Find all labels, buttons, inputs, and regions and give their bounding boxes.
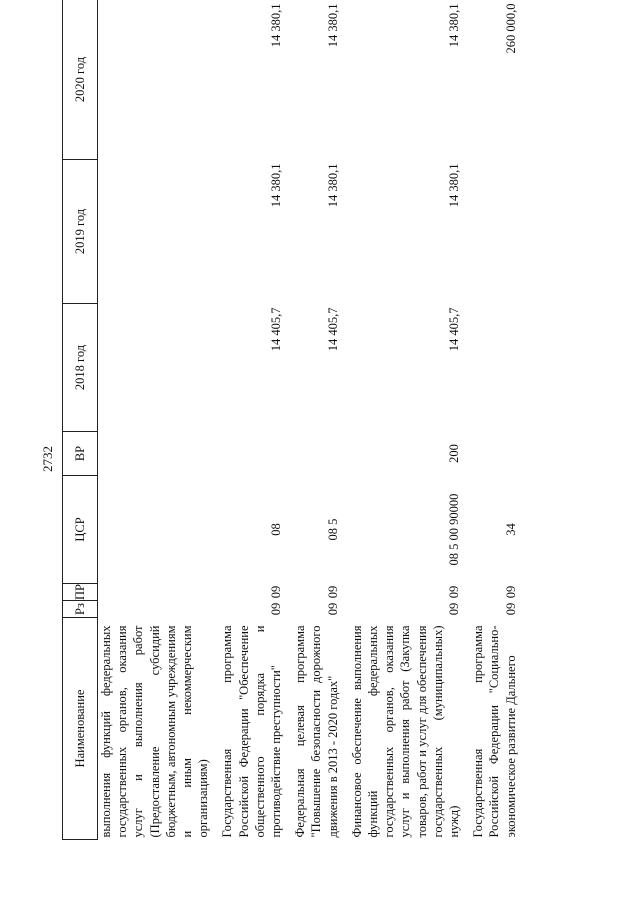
budget-table-sheet bbox=[62, 0, 572, 840]
row-name: Государственная программа Российской Федерации "Социально-экономическое развитие Дальнего bbox=[471, 625, 518, 838]
row-csr: 08 5 00 90000 bbox=[447, 493, 462, 566]
row-2018: 14 405,7 bbox=[325, 307, 340, 352]
row-csr: 08 5 bbox=[325, 518, 340, 541]
header-name: Наименование bbox=[63, 618, 98, 840]
header-rz: Рз bbox=[63, 601, 98, 618]
row-vr bbox=[470, 432, 519, 476]
row-name: выполнения функций федеральных государственных органов, оказания услуг и выполнения работ (Предоставление субсидий бюджетным, автономным учреждениям и иным некоммерческим организациям) bbox=[99, 625, 211, 838]
header-2020: 2020 год bbox=[63, 0, 98, 160]
row-csr bbox=[98, 476, 212, 584]
row-vr bbox=[98, 432, 212, 476]
table-header-row bbox=[63, 0, 98, 840]
row-2018 bbox=[98, 304, 212, 432]
row-rz bbox=[98, 601, 212, 618]
header-csr: ЦСР bbox=[63, 476, 98, 584]
row-name: Финансовое обеспечение выполнения функций федеральных государственных органов, оказания услуг и выполнения работ (Закупка товаров, работ и услуг для обеспечения государственных (муниципальных) нужд) bbox=[349, 625, 462, 838]
row-rz: 09 bbox=[269, 602, 284, 616]
page-number: 2732 bbox=[40, 446, 55, 472]
row-2019 bbox=[98, 160, 212, 304]
row-2020: 260 000,0 bbox=[503, 3, 518, 54]
budget-table bbox=[62, 0, 519, 840]
row-2018: 14 405,7 bbox=[269, 307, 284, 352]
row-rz: 09 bbox=[503, 602, 518, 616]
row-pr: 09 bbox=[447, 585, 462, 599]
table-row bbox=[349, 0, 462, 840]
row-name: Государственная программа Российской Федерации "Обеспечение общественного порядка и противодействие преступности" bbox=[220, 625, 284, 838]
row-pr: 09 bbox=[269, 585, 284, 599]
table-row bbox=[470, 0, 519, 840]
row-pr bbox=[98, 584, 212, 601]
row-pr: 09 bbox=[325, 585, 340, 599]
row-rz: 09 bbox=[447, 602, 462, 616]
row-vr: 200 bbox=[447, 444, 462, 463]
row-rz: 09 bbox=[325, 602, 340, 616]
header-pr: ПР bbox=[63, 584, 98, 601]
row-2018: 14 405,7 bbox=[447, 307, 462, 352]
header-2019: 2019 год bbox=[63, 160, 98, 304]
row-2020: 14 380,1 bbox=[269, 3, 284, 48]
row-2019: 14 380,1 bbox=[447, 163, 462, 208]
table-row bbox=[98, 0, 212, 840]
row-2020: 14 380,1 bbox=[447, 3, 462, 48]
row-vr bbox=[292, 432, 341, 476]
header-2018: 2018 год bbox=[63, 304, 98, 432]
row-2019 bbox=[470, 160, 519, 304]
row-csr: 34 bbox=[503, 523, 518, 536]
table-row bbox=[292, 0, 341, 840]
row-2020 bbox=[98, 0, 212, 160]
row-2019: 14 380,1 bbox=[325, 163, 340, 208]
row-name: Федеральная целевая программа "Повышение безопасности дорожного движения в 2013 - 2020 годах" bbox=[293, 625, 340, 838]
header-vr: ВР bbox=[63, 432, 98, 476]
row-2019: 14 380,1 bbox=[269, 163, 284, 208]
row-vr bbox=[219, 432, 284, 476]
row-2020: 14 380,1 bbox=[325, 3, 340, 48]
row-pr: 09 bbox=[503, 585, 518, 599]
row-csr: 08 bbox=[269, 523, 284, 536]
row-2018 bbox=[470, 304, 519, 432]
table-row bbox=[219, 0, 284, 840]
